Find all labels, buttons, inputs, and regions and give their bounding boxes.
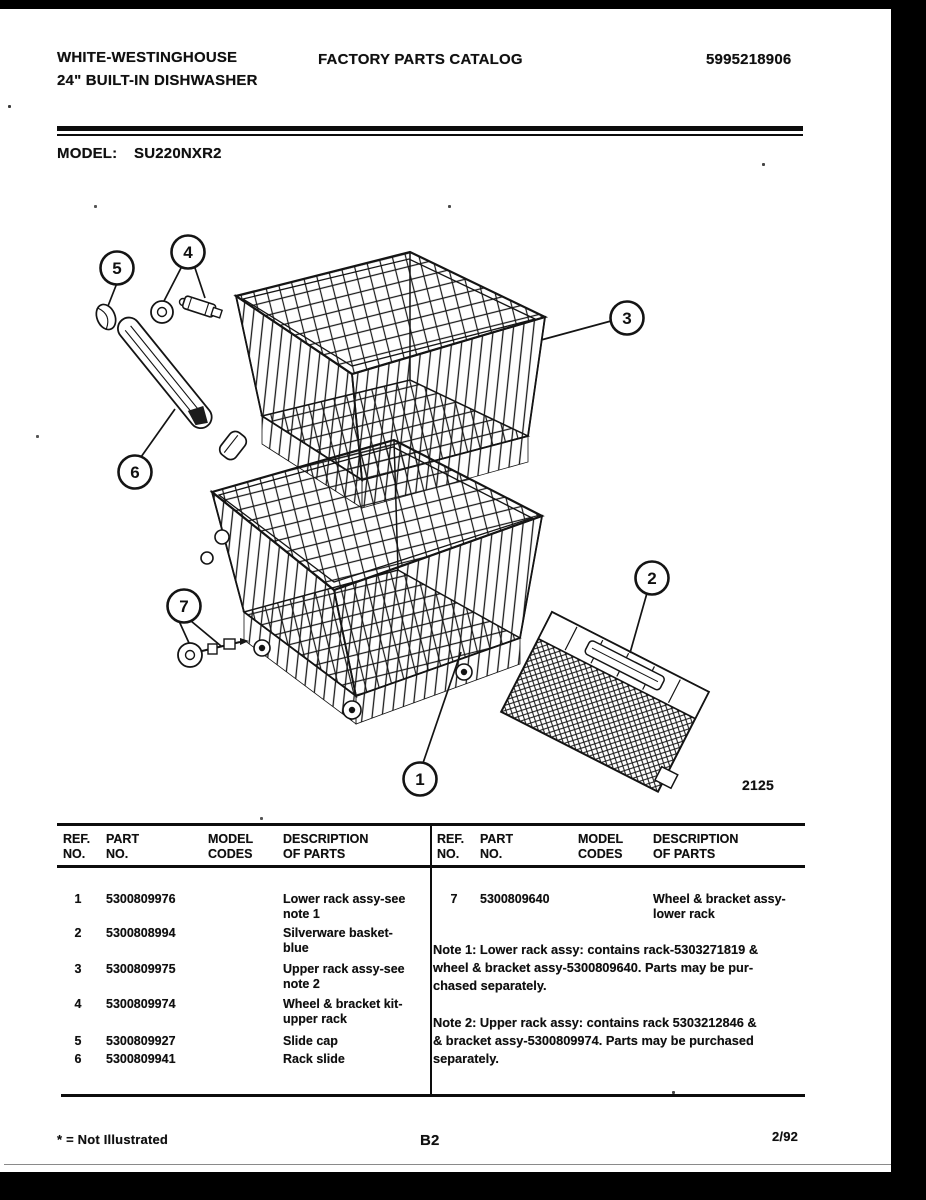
table-column-divider <box>430 823 432 1097</box>
page-id: B2 <box>420 1132 440 1149</box>
table-row-description: Wheel & bracket kit- upper rack <box>283 997 403 1026</box>
table-row-ref: 2 <box>74 926 82 940</box>
callout-number: 6 <box>130 463 140 482</box>
col-header-model: MODEL CODES <box>208 832 254 861</box>
col-header-ref: REF. NO. <box>63 832 91 861</box>
callout-badge-7 <box>168 590 201 623</box>
table-row-ref: 5 <box>74 1034 82 1048</box>
col-header-ref: REF. NO. <box>437 832 465 861</box>
table-row-part: 5300808994 <box>106 926 176 940</box>
callout-badge-6 <box>119 456 152 489</box>
callout-badge-2 <box>636 562 669 595</box>
table-row-part: 5300809941 <box>106 1052 176 1066</box>
rack-slide-drawing <box>113 313 249 462</box>
table-row-part: 5300809927 <box>106 1034 176 1048</box>
callout-badge-3 <box>611 302 644 335</box>
slide-cap-drawing <box>93 302 119 333</box>
col-header-description: DESCRIPTION OF PARTS <box>283 832 369 861</box>
brand-line-2: 24" BUILT-IN DISHWASHER <box>57 72 258 89</box>
col-header-model: MODEL CODES <box>578 832 624 861</box>
callout-badge-1 <box>404 763 437 796</box>
lower-rack-drawing <box>201 440 542 724</box>
doc-number: 5995218906 <box>706 51 792 68</box>
table-row-part: 5300809640 <box>480 892 550 906</box>
table-row-ref: 3 <box>74 962 82 976</box>
table-bottom-rule <box>61 1094 805 1097</box>
table-row-part: 5300809974 <box>106 997 176 1011</box>
scan-edge-bottom <box>0 1172 926 1200</box>
scan-edge-right <box>891 0 926 1200</box>
footer-rule <box>4 1164 902 1165</box>
callout-number: 1 <box>415 770 425 789</box>
page-title: FACTORY PARTS CATALOG <box>318 51 523 68</box>
note-1: Note 1: Lower rack assy: contains rack-5303271819 & wheel & bracket assy-5300809640. Parts may be pur- chased separately. <box>433 942 759 993</box>
model-value: SU220NXR2 <box>134 145 222 162</box>
callout-number: 7 <box>179 597 189 616</box>
callout-number: 2 <box>647 569 657 588</box>
callout-badge-4 <box>172 236 205 269</box>
callout-number: 5 <box>112 259 122 278</box>
table-row-description: Silverware basket- blue <box>283 926 393 955</box>
model-label: MODEL: <box>57 145 118 162</box>
note-2: Note 2: Upper rack assy: contains rack 5303212846 & & bracket assy-5300809974. Parts may be purchased separately. <box>433 1015 757 1066</box>
table-row-part: 5300809975 <box>106 962 176 976</box>
scan-edge-top <box>0 0 926 9</box>
table-row-description: Lower rack assy-see note 1 <box>283 892 406 921</box>
col-header-description: DESCRIPTION OF PARTS <box>653 832 739 861</box>
callout-number: 4 <box>183 243 193 262</box>
wheel-bracket-kit-drawing <box>151 295 223 323</box>
table-row-ref: 4 <box>74 997 82 1011</box>
callout-badge-5 <box>101 252 134 285</box>
not-illustrated-note: * = Not Illustrated <box>57 1132 169 1147</box>
table-row-description: Wheel & bracket assy- lower rack <box>653 892 786 921</box>
table-row-ref: 7 <box>450 892 458 906</box>
col-header-part: PART NO. <box>106 832 140 861</box>
table-row-description: Slide cap <box>283 1034 338 1048</box>
table-row-ref: 1 <box>74 892 82 906</box>
table-row-description: Upper rack assy-see note 2 <box>283 962 405 991</box>
figure-number: 2125 <box>742 777 774 793</box>
brand-line-1: WHITE-WESTINGHOUSE <box>57 49 238 66</box>
callout-number: 3 <box>622 309 632 328</box>
table-row-part: 5300809976 <box>106 892 176 906</box>
col-header-part: PART NO. <box>480 832 514 861</box>
silverware-basket-drawing <box>501 612 718 796</box>
table-row-description: Rack slide <box>283 1052 345 1066</box>
date-code: 2/92 <box>772 1129 799 1144</box>
table-row-ref: 6 <box>74 1052 82 1066</box>
